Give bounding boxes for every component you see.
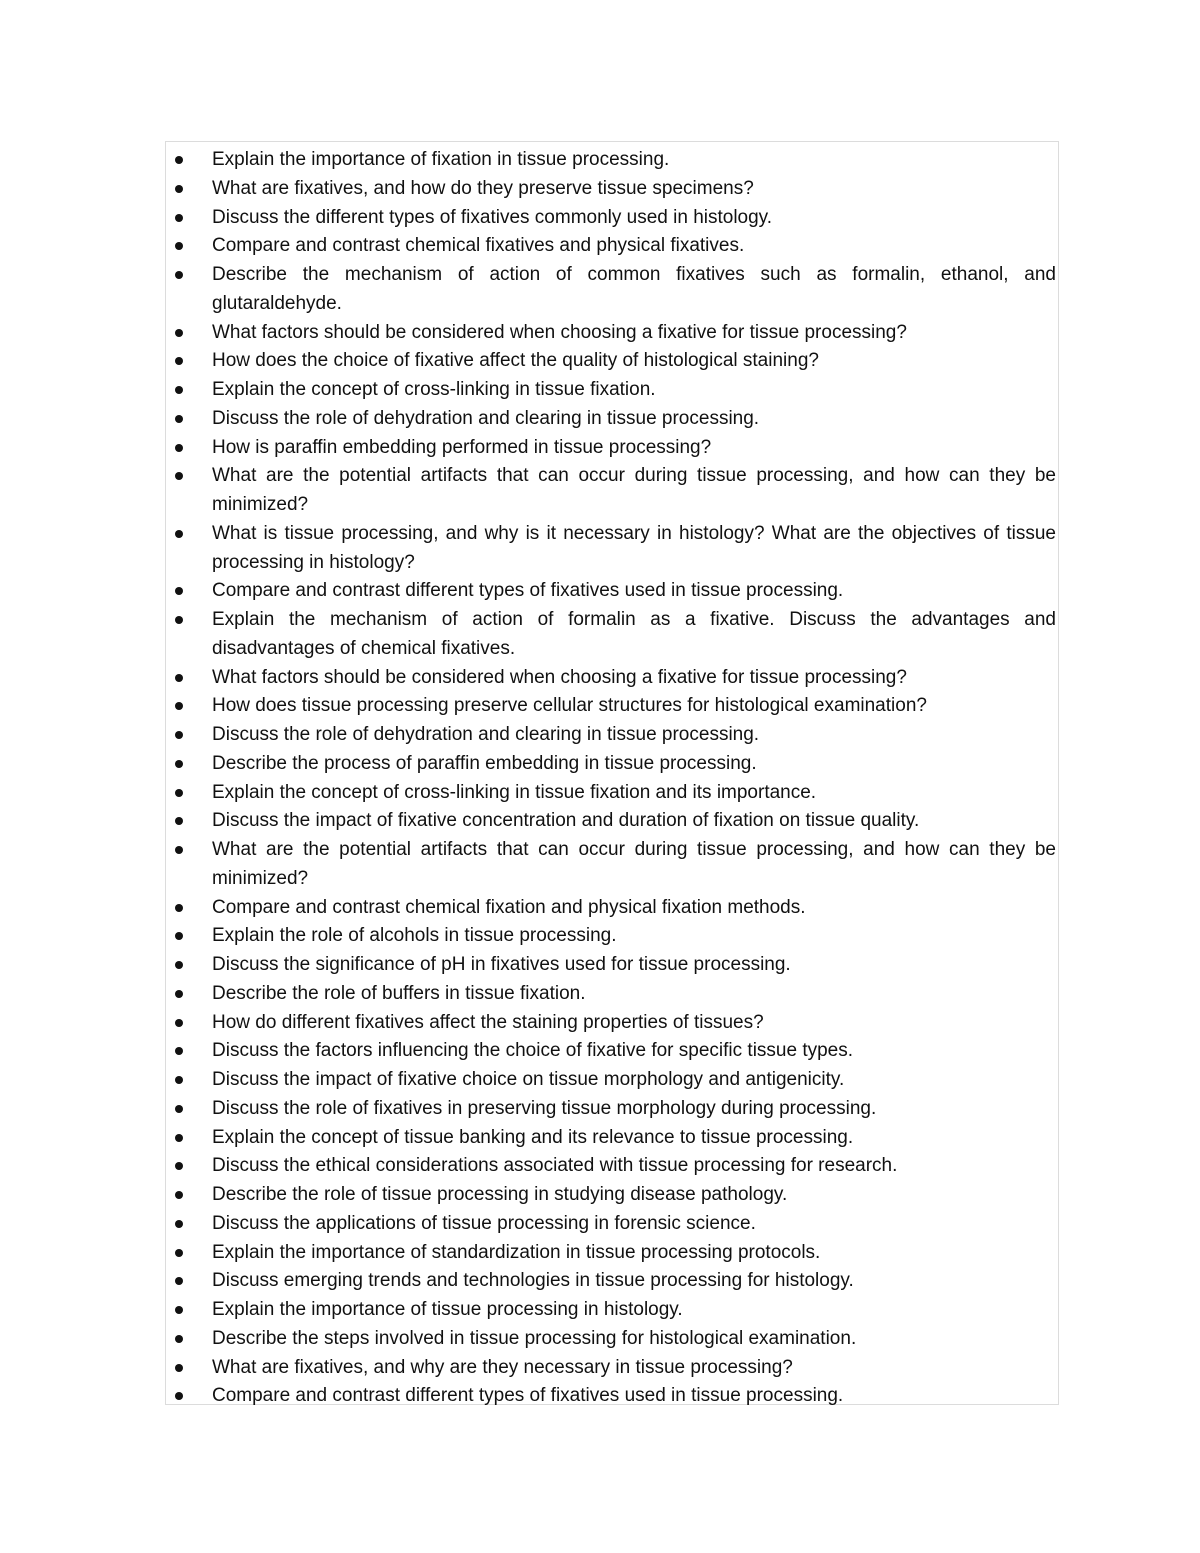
- question-text: Explain the importance of tissue processing in histology.: [212, 1299, 683, 1320]
- list-item: [166, 664, 1058, 693]
- bullet-icon: [175, 846, 183, 854]
- question-text: Discuss the impact of fixative concentration and duration of fixation on tissue quality.: [212, 810, 920, 832]
- bullet-icon: [175, 904, 183, 912]
- question-text: Describe the mechanism of action of common fixatives such as formalin, ethanol, and glutaraldehyde.: [212, 264, 1056, 314]
- question-text: How do different fixatives affect the staining properties of tissues?: [212, 1011, 764, 1033]
- list-item: [166, 1382, 1058, 1411]
- question-text: What are fixatives, and how do they preserve tissue specimens?: [212, 177, 754, 199]
- bullet-icon: [175, 444, 183, 452]
- bullet-icon: [175, 1364, 183, 1372]
- list-item: [166, 204, 1058, 233]
- bullet-icon: [175, 731, 183, 739]
- bullet-icon: [175, 386, 183, 394]
- question-text: What are fixatives, and why are they necessary in tissue processing?: [212, 1356, 793, 1378]
- list-item: [166, 1354, 1058, 1383]
- list-item: [166, 405, 1058, 434]
- list-item: [166, 1124, 1058, 1153]
- list-item: [166, 434, 1058, 463]
- question-text: Explain the importance of standardization in tissue processing protocols.: [212, 1241, 821, 1263]
- list-item: [166, 462, 1058, 520]
- question-text: Compare and contrast chemical fixatives and physical fixatives.: [212, 235, 745, 257]
- bullet-icon: [175, 616, 183, 624]
- bullet-icon: [175, 674, 183, 682]
- bullet-icon: [175, 1076, 183, 1084]
- question-text: What is tissue processing, and why is it necessary in histology? What are the objectives of tissue processing in histology?: [212, 522, 1056, 573]
- bullet-icon: [175, 271, 183, 279]
- question-text: Discuss the impact of fixative choice on tissue morphology and antigenicity.: [212, 1069, 845, 1090]
- bullet-icon: [175, 990, 183, 998]
- list-item: [166, 980, 1058, 1009]
- bullet-icon: [175, 702, 183, 710]
- bullet-icon: [175, 1191, 183, 1199]
- list-item: [166, 922, 1058, 951]
- bullet-icon: [175, 357, 183, 365]
- list-item: [166, 175, 1058, 204]
- bullet-icon: [175, 1277, 183, 1285]
- bullet-icon: [175, 1047, 183, 1055]
- list-item: [166, 1037, 1058, 1066]
- list-item: [166, 750, 1058, 779]
- question-text: How does the choice of fixative affect the quality of histological staining?: [212, 350, 819, 372]
- question-list: [166, 146, 1058, 1411]
- list-item: [166, 146, 1058, 175]
- question-text: Describe the role of tissue processing in studying disease pathology.: [212, 1184, 788, 1205]
- bullet-icon: [175, 214, 183, 222]
- question-text: Discuss the factors influencing the choice of fixative for specific tissue types.: [212, 1040, 854, 1062]
- bullet-icon: [175, 156, 183, 164]
- list-item: [166, 347, 1058, 376]
- question-text: Compare and contrast chemical fixation and physical fixation methods.: [212, 896, 806, 918]
- question-text: Describe the role of buffers in tissue fixation.: [212, 982, 586, 1004]
- question-text: What factors should be considered when choosing a fixative for tissue processing?: [212, 321, 907, 343]
- bullet-icon: [175, 961, 183, 969]
- bullet-icon: [175, 587, 183, 595]
- bullet-icon: [175, 932, 183, 940]
- question-text: Discuss the significance of pH in fixatives used for tissue processing.: [212, 954, 791, 975]
- question-text: Discuss the ethical considerations associated with tissue processing for research.: [212, 1155, 898, 1177]
- question-text: What factors should be considered when choosing a fixative for tissue processing?: [212, 666, 907, 688]
- question-text: What are the potential artifacts that can occur during tissue processing, and how can they be minimized?: [212, 839, 1056, 889]
- bullet-icon: [175, 789, 183, 797]
- question-text: Explain the concept of cross-linking in tissue fixation.: [212, 379, 656, 400]
- list-item: [166, 1095, 1058, 1124]
- bullet-icon: [175, 1162, 183, 1170]
- list-item: [166, 779, 1058, 808]
- list-item: [166, 577, 1058, 606]
- bullet-icon: [175, 1019, 183, 1027]
- list-item: [166, 232, 1058, 261]
- question-text: Explain the mechanism of action of formalin as a fixative. Discuss the advantages and disadvantages of chemical fixatives.: [212, 609, 1056, 659]
- list-item: [166, 319, 1058, 348]
- list-item: [166, 692, 1058, 721]
- list-item: [166, 1009, 1058, 1038]
- bullet-icon: [175, 530, 183, 538]
- list-item: [166, 836, 1058, 894]
- list-item: [166, 1325, 1058, 1354]
- bullet-icon: [175, 1249, 183, 1257]
- bullet-icon: [175, 1306, 183, 1314]
- question-text: Discuss the applications of tissue processing in forensic science.: [212, 1212, 756, 1234]
- question-text: Discuss the role of fixatives in preserving tissue morphology during processing.: [212, 1097, 877, 1119]
- list-item: [166, 376, 1058, 405]
- list-item: [166, 721, 1058, 750]
- bullet-icon: [175, 1392, 183, 1400]
- question-text: Explain the concept of cross-linking in tissue fixation and its importance.: [212, 781, 817, 803]
- list-item: [166, 1181, 1058, 1210]
- bullet-icon: [175, 1220, 183, 1228]
- question-list-box: [165, 141, 1059, 1405]
- list-item: [166, 894, 1058, 923]
- question-text: Discuss emerging trends and technologies in tissue processing for histology.: [212, 1270, 854, 1292]
- bullet-icon: [175, 817, 183, 825]
- list-item: [166, 951, 1058, 980]
- list-item: [166, 1296, 1058, 1325]
- list-item: [166, 807, 1058, 836]
- question-text: Explain the role of alcohols in tissue processing.: [212, 925, 617, 947]
- bullet-icon: [175, 1335, 183, 1343]
- bullet-icon: [175, 415, 183, 423]
- bullet-icon: [175, 472, 183, 480]
- question-text: Compare and contrast different types of fixatives used in tissue processing.: [212, 580, 844, 602]
- bullet-icon: [175, 185, 183, 193]
- list-item: [166, 1267, 1058, 1296]
- list-item: [166, 1152, 1058, 1181]
- list-item: [166, 1066, 1058, 1095]
- question-text: Explain the importance of fixation in tissue processing.: [212, 149, 670, 170]
- question-text: Discuss the role of dehydration and clearing in tissue processing.: [212, 407, 760, 429]
- question-text: Compare and contrast different types of fixatives used in tissue processing.: [212, 1385, 844, 1407]
- bullet-icon: [175, 242, 183, 250]
- question-text: Discuss the role of dehydration and clearing in tissue processing.: [212, 724, 760, 745]
- list-item: [166, 1210, 1058, 1239]
- bullet-icon: [175, 1134, 183, 1142]
- question-text: How does tissue processing preserve cellular structures for histological examination?: [212, 695, 927, 717]
- bullet-icon: [175, 1105, 183, 1113]
- bullet-icon: [175, 329, 183, 337]
- question-text: Explain the concept of tissue banking and its relevance to tissue processing.: [212, 1126, 854, 1148]
- list-item: [166, 520, 1058, 578]
- question-text: What are the potential artifacts that can occur during tissue processing, and how can they be minimized?: [212, 465, 1056, 515]
- bullet-icon: [175, 760, 183, 768]
- question-text: How is paraffin embedding performed in tissue processing?: [212, 436, 712, 458]
- question-text: Discuss the different types of fixatives commonly used in histology.: [212, 206, 773, 228]
- question-text: Describe the steps involved in tissue processing for histological examination.: [212, 1327, 857, 1349]
- list-item: [166, 1239, 1058, 1268]
- question-text: Describe the process of paraffin embedding in tissue processing.: [212, 752, 757, 774]
- list-item: [166, 606, 1058, 664]
- list-item: [166, 261, 1058, 319]
